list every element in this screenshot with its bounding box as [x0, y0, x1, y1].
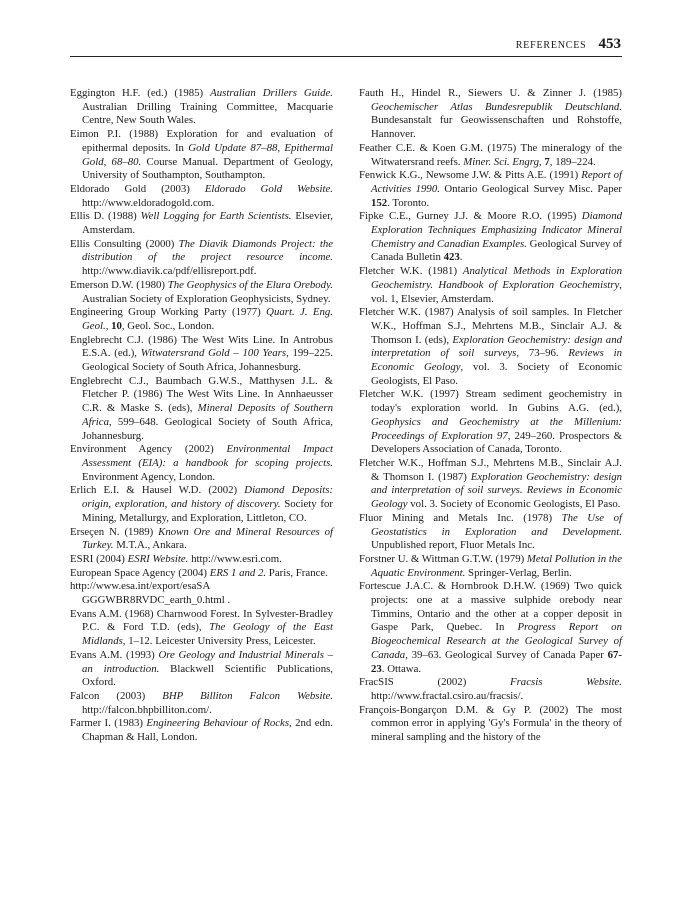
reference-text: Exploration Geochemistry: design and interpretation of soil surveys	[371, 333, 622, 360]
reference-text: Evans A.M. (1968) Charnwood Forest. In Sylvester-Bradley P.C. & Ford T.D. (eds),	[70, 607, 333, 634]
reference-text: Metal Pollution in the Aquatic Environment.	[371, 552, 622, 579]
section-title: REFERENCES	[515, 40, 587, 51]
reference-text: ,	[105, 319, 112, 332]
reference-entry	[70, 210, 333, 237]
reference-text: Exploration Geochemistry: design and interpretation of soil surveys. Reviews in Economic Geology	[371, 470, 622, 511]
reference-entry	[359, 553, 622, 580]
reference-entry	[359, 142, 622, 169]
reference-text: http://falcon.bhpbilliton.com/.	[82, 703, 212, 716]
reference-text: http://www.fractal.csiro.au/fracsis/.	[371, 689, 524, 702]
reference-text: Environment Agency, London.	[82, 470, 216, 483]
reference-text: Mineral Deposits of Southern Africa	[82, 402, 333, 428]
reference-entry	[359, 512, 622, 553]
reference-entry	[70, 484, 333, 525]
reference-text: Unpublished report, Fluor Metals Inc.	[371, 539, 535, 552]
reference-entry	[70, 238, 333, 279]
right-column	[359, 87, 622, 745]
reference-entry	[70, 443, 333, 484]
reference-text: , 199–225. Geological Society of South Africa, Johannesburg.	[82, 347, 333, 374]
reference-entry	[359, 580, 622, 676]
reference-text: European Space Agency (2004)	[70, 566, 210, 579]
reference-text: Fauth H., Hindel R., Siewers U. & Zinner J. (1985)	[359, 87, 622, 99]
running-head	[516, 36, 621, 53]
reference-entry	[359, 265, 622, 306]
reference-text: Fluor Mining and Metals Inc. (1978)	[359, 511, 562, 524]
reference-text: The Geophysics of the Elura Orebody.	[167, 278, 333, 291]
reference-entry	[359, 676, 622, 703]
page-number: 453	[598, 36, 621, 52]
reference-text: Paris, France.	[266, 566, 328, 579]
reference-text: The Geology of the East Midlands	[82, 621, 334, 648]
reference-text: Englebrecht C.J., Baumbach G.W.S., Matthysen J.L. & Fletcher P. (1986) The West Wits Line. In Annhaeusser C.R. & Maske S. (eds),	[70, 374, 333, 415]
reference-text: Environmental Impact Assessment (EIA): a handbook for scoping projects.	[82, 443, 333, 469]
reference-entry	[70, 334, 333, 375]
reference-text: Diamond Deposits: origin, exploration, and history of discovery.	[82, 484, 333, 511]
reference-text: Blackwell Scientific Publications, Oxford.	[82, 662, 334, 689]
reference-entry	[70, 128, 333, 183]
reference-text: , 39–63. Geological Survey of Canada Paper	[405, 648, 608, 661]
reference-text: , vol. 1, Elsevier, Amsterdam.	[371, 278, 622, 305]
reference-text: . Toronto.	[387, 196, 430, 209]
reference-entry	[359, 457, 622, 512]
reference-text: The Use of Geostatistics in Exploration and Development.	[371, 511, 622, 538]
reference-text: Fenwick K.G., Newsome J.W. & Pitts A.E. (1991)	[359, 169, 582, 182]
reference-text: http://www.eldoradogold.com.	[82, 196, 215, 209]
reference-text: Erlich E.I. & Hausel W.D. (2002)	[70, 484, 245, 497]
left-column	[70, 87, 333, 745]
reference-text: Miner. Sci. Engrg	[463, 155, 539, 168]
reference-text: 423	[443, 251, 460, 264]
reference-text: Eldorado Gold (2003)	[70, 182, 205, 195]
reference-entry	[70, 87, 333, 128]
reference-text: , 73–96.	[516, 347, 569, 360]
reference-text: Fletcher W.K. (1981)	[359, 265, 463, 278]
reference-text: Feather C.E. & Koen G.M. (1975) The mineralogy of the Witwatersrand reefs.	[359, 141, 622, 168]
reference-text: Emerson D.W. (1980)	[70, 278, 168, 291]
reference-text: Springer-Verlag, Berlin.	[465, 566, 572, 579]
reference-text: Geological Survey of Canada Bulletin	[371, 237, 623, 264]
reference-text: Witwatersrand Gold – 100 Years	[140, 347, 287, 360]
reference-text: http://www.diavik.ca/pdf/ellisreport.pdf.	[82, 265, 257, 278]
reference-text: 10	[111, 319, 122, 332]
reference-entry	[359, 306, 622, 388]
reference-text: Engineering Group Working Party (1977)	[70, 306, 267, 319]
reference-text: Course Manual. Department of Geology, University of Southampton, Southampton.	[82, 155, 334, 182]
reference-text: Diamond Exploration Techniques Emphasizing Indicator Mineral Chemistry and Canadian Examples.	[371, 210, 622, 250]
reference-entry	[70, 183, 333, 210]
reference-text: Eldorado Gold Website.	[204, 182, 333, 195]
reference-entry	[70, 567, 333, 581]
reference-text: . Ottawa.	[381, 662, 422, 675]
reference-text: http://www.esri.com.	[188, 552, 282, 565]
reference-text: Well Logging for Earth Scientists.	[140, 210, 292, 223]
reference-text: Australian Drillers Guide.	[210, 87, 333, 99]
reference-text: Known Ore and Mineral Resources of Turkey.	[82, 525, 333, 552]
reference-entry	[70, 717, 333, 744]
reference-entry	[70, 279, 333, 306]
reference-text: Ore Geology and Industrial Minerals – an introduction.	[82, 648, 334, 675]
reference-text: Eimon P.I. (1988) Exploration for and evaluation of epithermal deposits. In	[70, 128, 333, 154]
reference-entry	[359, 210, 622, 265]
reference-text: M.T.A., Ankara.	[113, 539, 187, 552]
reference-text: Fletcher W.K. (1987) Analysis of soil samples. In Fletcher W.K., Hoffman S.J., Mehrtens M.B., Sinclair A.J. & Thomson I. (eds),	[359, 306, 622, 346]
reference-text: Ontario Geological Survey Misc. Paper	[439, 182, 622, 195]
reference-text: 67-23	[371, 648, 622, 675]
reference-text: , 249–260. Prospectors & Developers Association of Canada, Toronto.	[371, 429, 622, 456]
reference-text: Engineering Behaviour of Rocks	[146, 717, 290, 730]
reference-entry	[359, 704, 622, 745]
reference-text: Report of Activities 1990.	[371, 169, 623, 195]
reference-text: Elsevier, Amsterdam.	[82, 210, 334, 237]
reference-entry	[70, 608, 333, 649]
reference-entry	[70, 375, 333, 444]
reference-text: Eggington H.F. (ed.) (1985)	[70, 87, 211, 99]
reference-text: Farmer I. (1983)	[70, 717, 147, 730]
reference-text: http://www.esa.int/export/esaSA GGGWBR8RVDC_earth_0.html .	[70, 580, 231, 607]
reference-text: Ellis D. (1988)	[70, 210, 141, 223]
reference-text: Fletcher W.K. (1997) Stream sediment geochemistry in today's exploration world. In Gubins A.G. (ed.),	[359, 388, 622, 415]
reference-text: Australian Society of Exploration Geophysicists, Sydney.	[82, 292, 331, 305]
reference-text: Englebrecht C.J. (1986) The West Wits Line. In Antrobus E.S.A. (ed.),	[70, 333, 333, 360]
reference-text: Geophysics and Geochemistry at the Millenium: Proceedings of Exploration 97	[371, 415, 622, 442]
reference-text: .	[459, 251, 463, 264]
reference-text: François-Bongarçon D.M. & Gy P. (2002) The most common error in applying 'Gy's Formula' in the theory of mineral sampling and the history of the	[359, 703, 622, 744]
reference-text: Gold Update 87–88, Epithermal Gold, 68–80.	[82, 141, 333, 168]
reference-text: Ellis Consulting (2000)	[70, 237, 179, 250]
reference-entry	[70, 306, 333, 333]
reference-text: Australian Drilling Training Committee, Macquarie Centre, New South Wales.	[82, 100, 333, 127]
reference-text: 7	[544, 155, 550, 168]
reference-text: Society for Mining, Metallurgy, and Exploration, Littleton, CO.	[82, 498, 333, 524]
reference-text: The Diavik Diamonds Project: the distribution of the project resource income.	[82, 237, 334, 264]
reference-text: ESRI (2004)	[70, 552, 128, 565]
reference-text: , 189–224.	[549, 155, 596, 168]
reference-entry	[70, 526, 333, 553]
reference-text: Bundesanstalt fur Geowissenschaften und Rohstoffe, Hannover.	[371, 114, 622, 141]
reference-entry	[359, 169, 622, 210]
reference-text: ,	[538, 155, 545, 168]
reference-text: , vol. 3. Society of Economic Geologists, El Paso.	[371, 361, 622, 387]
reference-text: , 599–648. Geological Society of South Africa, Johannesburg.	[82, 415, 333, 442]
reference-text: Erseçen N. (1989)	[70, 525, 159, 538]
reference-text: ERS 1 and 2.	[209, 566, 267, 579]
header-rule	[70, 56, 622, 57]
reference-entry	[359, 87, 622, 142]
reference-text: BHP Billiton Falcon Website.	[162, 689, 334, 702]
reference-text: Falcon (2003)	[70, 689, 163, 702]
reference-text: Environment Agency (2002)	[70, 443, 227, 456]
reference-text: , 2nd edn. Chapman & Hall, London.	[82, 717, 333, 744]
reference-entry	[70, 580, 333, 607]
reference-text: Reviews in Economic Geology	[371, 347, 622, 374]
reference-entry	[70, 690, 333, 717]
reference-text: Forstner U. & Wittman G.T.W. (1979)	[359, 552, 527, 565]
reference-text: vol. 3. Society of Economic Geologists, El Paso.	[407, 498, 621, 511]
reference-text: Progress Report on Biogeochemical Research at the Geological Survey of Canada	[371, 621, 622, 661]
reference-text: FracSIS (2002)	[359, 676, 510, 689]
reference-entry	[359, 388, 622, 457]
reference-text: ESRI Website.	[127, 552, 189, 565]
reference-text: Fipke C.E., Gurney J.J. & Moore R.O. (1995)	[359, 210, 582, 223]
reference-text: Quart. J. Eng. Geol.	[82, 306, 333, 332]
reference-text: , Geol. Soc., London.	[121, 319, 215, 332]
reference-text: , 1–12. Leicester University Press, Leicester.	[122, 635, 316, 648]
reference-text: Fletcher W.K., Hoffman S.J., Mehrtens M.B., Sinclair A.J. & Thomson I. (1987)	[359, 456, 622, 483]
reference-text: Analytical Methods in Exploration Geochemistry. Handbook of Exploration Geochemistry	[371, 265, 622, 291]
reference-text: Fracsis Website.	[510, 676, 622, 689]
reference-entry	[70, 553, 333, 567]
reference-text: Fortescue J.A.C. & Hornbrook D.H.W. (1969) Two quick projects: one at a massive sulphide orebody near Timmins, Ontario and the other at a copper deposit in Gaspe Park, Quebec. In	[359, 580, 622, 634]
reference-text: 152	[371, 196, 388, 209]
reference-text: Evans A.M. (1993)	[70, 648, 159, 661]
reference-entry	[70, 649, 333, 690]
reference-text: Geochemischer Atlas Bundesrepublik Deutschland.	[371, 100, 622, 113]
